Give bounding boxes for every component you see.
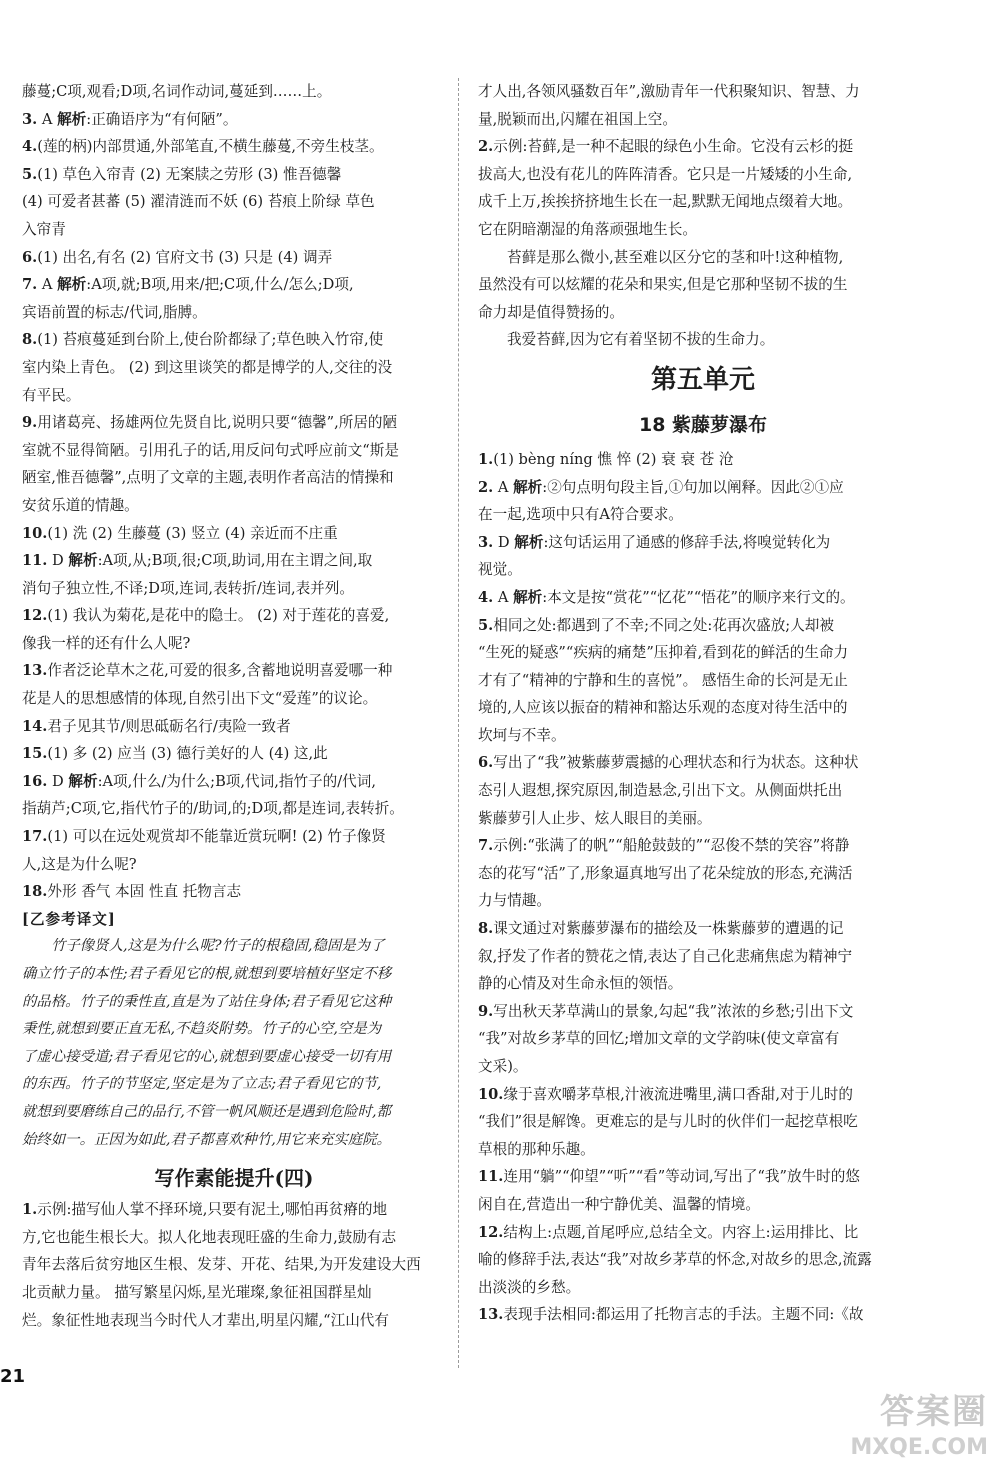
item-number: 7. [478, 837, 494, 855]
text-line [22, 1307, 446, 1335]
item-number: 13. [478, 1306, 504, 1324]
line-text: 喻的修辞手法,表达“我”对故乡茅草的怀念,对故乡的思念,流露 [478, 1251, 872, 1269]
watermark-url: MXQE.COM [850, 1435, 988, 1460]
answer-item [22, 657, 446, 685]
line-text: 确立竹子的本性;君子看见它的根,就想到要培植好坚定不移 [22, 966, 392, 982]
answer-item [22, 713, 446, 741]
answer-item [22, 823, 446, 851]
line-text: 指葫芦;C项,它,指代竹子的/助词,的;D项,都是连词,表转折。 [22, 800, 404, 818]
item-number: 16. [22, 772, 48, 790]
text-line [478, 1025, 928, 1053]
answer-item [22, 271, 446, 299]
line-text: 藤蔓;C项,观看;D项,名词作动词,蔓延到……上。 [22, 83, 332, 100]
text-line [22, 299, 446, 327]
translation-line [22, 933, 446, 961]
line-text-cont: :这句话运用了通感的修辞手法,将嗅觉转化为 [543, 533, 831, 551]
text-line [478, 970, 928, 998]
line-text: 文采)。 [478, 1058, 528, 1075]
answer-item [478, 1081, 928, 1109]
line-text: A [37, 276, 58, 294]
text-line [478, 244, 928, 272]
line-text: “我们”很是解馋。更难忘的是与儿时的伙伴们一起挖草根吃 [478, 1113, 858, 1131]
line-text: 示例:苔藓,是一种不起眼的绿色小生命。它没有云杉的挺 [493, 138, 854, 156]
answer-item [22, 740, 446, 768]
line-text: 写出了“我”被紫藤萝震撼的心理状态和行为状态。这种状 [493, 754, 859, 772]
line-text: (1) 苔痕蔓延到台阶上,使台阶都绿了;草色映入竹帘,使 [37, 331, 384, 349]
line-text: 连用“躺”“仰望”“听”“看”等动词,写出了“我”放牛时的悠 [503, 1168, 860, 1186]
line-text: 竹子像贤人,这是为什么呢?竹子的根稳固,稳固是为了 [51, 938, 385, 955]
line-text: 示例:“张满了的帆”“船舱鼓鼓的”“忍俊不禁的笑容”将静 [493, 837, 850, 855]
line-text: 了虚心接受道;君子看见它的心,就想到要虚心接受一切有用 [22, 1048, 392, 1065]
text-line [22, 1251, 446, 1279]
line-text: 人,这是为什么呢? [22, 855, 137, 873]
text-line [478, 860, 928, 888]
text-line [478, 805, 928, 833]
line-text: (1) 我认为菊花,是花中的隐士。 (2) 对于莲花的喜爱, [47, 607, 390, 625]
text-line [478, 1053, 928, 1081]
line-text: 成千上万,挨挨挤挤地生长在一起,默默无闻地点缀着大地。 [478, 193, 853, 211]
item-number: 15. [22, 745, 48, 763]
translation-line [22, 1099, 446, 1127]
page-number: 21 [0, 1366, 26, 1387]
answer-item [478, 1163, 928, 1191]
line-text: 命力却是值得赞扬的。 [478, 303, 624, 321]
line-text: 花是人的思想感情的体现,自然引出下文“爱莲”的议论。 [22, 690, 378, 708]
line-text: 方,它也能生根长大。拟人化地表现旺盛的生命力,鼓励有志 [22, 1228, 397, 1246]
line-text: “生死的疑惑”“疾病的痛楚”压抑着,看到花的鲜活的生命力 [478, 644, 849, 662]
line-text: 相同之处:都遇到了不幸;不同之处:花再次盛放;人却被 [493, 616, 834, 634]
translation-label [22, 906, 446, 934]
text-line [22, 851, 446, 879]
analysis-tag: 解析 [513, 588, 543, 606]
line-text: 用诸葛亮、扬雄两位先贤自比,说明只要“德馨”,所居的陋 [37, 414, 398, 432]
answer-item [22, 1196, 446, 1224]
line-text: 出淡淡的乡愁。 [478, 1278, 581, 1296]
translation-line [22, 961, 446, 989]
line-text: (1) 可以在远处观赏却不能靠近赏玩啊! (2) 竹子像贤 [47, 828, 386, 846]
line-text-cont: :A项,什么/为什么;B项,代词,指竹子的/代词, [97, 772, 376, 790]
text-line [478, 106, 928, 134]
answer-item [478, 915, 928, 943]
line-text: 室内染上青色。 (2) 到这里谈笑的都是博学的人,交往的没 [22, 358, 393, 376]
line-text: “我”对故乡茅草的回忆;增加文章的文学韵味(使文章富有 [478, 1030, 840, 1048]
line-text: A [493, 588, 514, 606]
line-text-cont: :正确语序为“有何陋”。 [86, 110, 238, 128]
line-text: 紫藤萝引人止步、炫人眼目的美丽。 [478, 809, 712, 827]
line-text: 烂。象征性地表现当今时代人才辈出,明星闪耀,“江山代有 [22, 1311, 389, 1329]
item-number: 11. [22, 552, 48, 570]
line-text: 才人出,各领风骚数百年”,激励青年一代积聚知识、智慧、力 [478, 83, 860, 100]
item-number: 9. [22, 414, 38, 432]
text-line [478, 556, 928, 584]
analysis-tag: 解析 [513, 478, 543, 496]
answer-item [478, 612, 928, 640]
line-text: 像我一样的还有什么人呢? [22, 634, 191, 652]
text-line [22, 575, 446, 603]
text-line [478, 216, 928, 244]
analysis-tag: 解析 [68, 552, 98, 570]
line-text: 始终如一。正因为如此,君子都喜欢种竹,用它来充实庭院。 [22, 1131, 391, 1148]
answer-item [22, 161, 446, 189]
text-line [478, 639, 928, 667]
item-number: 7. [22, 276, 38, 294]
translation-line [22, 989, 446, 1017]
text-line [478, 943, 928, 971]
answer-item [478, 529, 928, 557]
line-text: D [493, 533, 515, 551]
line-text: (莲的柄)内部贯通,外部笔直,不横生藤蔓,不旁生枝茎。 [37, 138, 384, 156]
item-number: 3. [478, 533, 494, 551]
text-line [22, 492, 446, 520]
line-text: 示例:描写仙人掌不择环境,只要有泥土,哪怕再贫瘠的地 [37, 1201, 388, 1219]
line-text: (1) 草色入帘青 (2) 无案牍之劳形 (3) 惟吾德馨 [37, 165, 342, 183]
text-line [478, 1246, 928, 1274]
text-line [22, 685, 446, 713]
line-text: (1) 出名,有名 (2) 官府文书 (3) 只是 (4) 调弄 [37, 248, 333, 266]
text-line [22, 464, 446, 492]
text-line [22, 354, 446, 382]
line-text: 青年去落后贫穷地区生根、发芽、开花、结果,为开发建设大西 [22, 1256, 421, 1274]
answer-item [478, 446, 928, 474]
line-text: 北贡献力量。 描写繁星闪烁,星光璀璨,象征祖国群星灿 [22, 1283, 372, 1301]
item-number: 8. [22, 331, 38, 349]
text-line [478, 667, 928, 695]
translation-line [22, 1016, 446, 1044]
text-line [22, 630, 446, 658]
line-text: 的品格。竹子的秉性直,直是为了站住身体;君子看见它这种 [22, 993, 392, 1010]
line-text: 它在阴暗潮湿的角落顽强地生长。 [478, 220, 697, 238]
text-line [22, 1224, 446, 1252]
item-number: 13. [22, 662, 48, 680]
line-text: 结构上:点题,首尾呼应,总结全文。内容上:运用排比、比 [503, 1223, 859, 1241]
line-text: 拔高大,也没有花儿的阵阵清香。它只是一片矮矮的小生命, [478, 165, 853, 183]
text-line [22, 382, 446, 410]
line-text-cont: :②句点明句段主旨,①句加以阐释。因此②①应 [542, 478, 844, 496]
line-text-cont: :本文是按“赏花”“忆花”“悟花”的顺序来行文的。 [542, 588, 855, 606]
text-line [478, 1191, 928, 1219]
text-line [22, 188, 446, 216]
line-text: 表现手法相同:都运用了托物言志的手法。主题不同:《故 [503, 1306, 864, 1324]
text-line [22, 437, 446, 465]
answer-item [22, 326, 446, 354]
answer-item [22, 547, 446, 575]
text-line [478, 271, 928, 299]
translation-line [22, 1044, 446, 1072]
text-line [478, 188, 928, 216]
unit-heading: 第五单元 [650, 364, 755, 395]
line-text: 闲自在,营造出一种宁静优美、温馨的情境。 [478, 1195, 760, 1213]
line-text: 态引人遐想,探究原因,制造悬念,引出下文。从侧面烘托出 [478, 782, 843, 800]
line-text: 苔藓是那么微小,甚至难以区分它的茎和叶!这种植物, [507, 248, 844, 266]
line-text: 有平民。 [22, 386, 81, 404]
line-text-cont: :A项,从;B项,很;C项,助词,用在主谓之间,取 [97, 552, 373, 570]
text-line [478, 299, 928, 327]
item-number: 14. [22, 717, 48, 735]
line-text: 在一起,选项中只有A符合要求。 [478, 506, 683, 524]
line-text: 宾语前置的标志/代词,脂膊。 [22, 303, 207, 321]
text-line [478, 887, 928, 915]
item-number: 17. [22, 828, 48, 846]
text-line [22, 795, 446, 823]
answer-item [22, 602, 446, 630]
answer-item [478, 998, 928, 1026]
line-text-cont: :A项,就;B项,用来/把;C项,什么/怎么;D项, [86, 276, 354, 294]
answer-item [22, 244, 446, 272]
answer-item [478, 133, 928, 161]
item-number: 4. [478, 588, 494, 606]
item-number: 2. [478, 478, 494, 496]
text-line [478, 1274, 928, 1302]
line-text: A [37, 110, 58, 128]
translation-line [22, 1127, 446, 1155]
item-number: 8. [478, 920, 494, 938]
answer-item [478, 474, 928, 502]
item-number: 12. [478, 1223, 504, 1241]
text-line [478, 326, 928, 354]
analysis-tag: 解析 [57, 110, 87, 128]
watermark-logo [798, 1384, 988, 1468]
text-line [478, 722, 928, 750]
line-text: 草根的那种乐趣。 [478, 1140, 595, 1158]
line-text: 叙,抒发了作者的赞花之情,表达了自己化悲痛焦虑为精神宁 [478, 947, 853, 965]
item-number: 1. [22, 1201, 38, 1219]
item-number: 12. [22, 607, 48, 625]
line-text: 室就不显得简陋。引用孔子的话,用反问句式呼应前文“斯是 [22, 441, 399, 459]
text-line [22, 1279, 446, 1307]
line-text: 的东西。竹子的节坚定,坚定是为了立志;君子看见它的节, [22, 1076, 382, 1093]
answer-item [478, 832, 928, 860]
text-line [478, 777, 928, 805]
watermark-text: 答案圈 [880, 1392, 988, 1432]
analysis-tag: 解析 [57, 276, 87, 294]
item-number: 1. [478, 450, 494, 468]
answer-item [478, 1301, 928, 1329]
translation-label-text: [乙参考译文] [22, 910, 116, 928]
item-number: 10. [478, 1085, 504, 1103]
line-text: 秉性,就想到要正直无私,不趋炎附势。竹子的心空,空是为 [22, 1021, 382, 1038]
line-text: 视觉。 [478, 561, 522, 579]
translation-line [22, 1071, 446, 1099]
right-column [478, 78, 928, 1329]
lesson-title: 18 紫藤萝瀑布 [638, 413, 768, 436]
line-text: 才有了“精神的宁静和生的喜悦”。 感悟生命的长河是无止 [478, 671, 848, 689]
line-text: 力与情趣。 [478, 892, 551, 910]
line-text: (1) bèng níng 憔 悴 (2) 衰 衰 苍 沧 [493, 450, 734, 468]
text-line [478, 161, 928, 189]
text-line [478, 501, 928, 529]
line-text: A [493, 478, 514, 496]
answer-item [478, 584, 928, 612]
line-text: 消句子独立性,不译;D项,连词,表转折/连词,表并列。 [22, 579, 354, 597]
line-text: 写出秋天茅草满山的景象,勾起“我”浓浓的乡愁;引出下文 [493, 1002, 854, 1020]
line-text: 课文通过对紫藤萝瀑布的描绘及一株紫藤萝的遭遇的记 [493, 920, 844, 938]
analysis-tag: 解析 [514, 533, 544, 551]
item-number: 4. [22, 138, 38, 156]
item-number: 5. [22, 165, 38, 183]
text-line [22, 78, 446, 106]
text-line [478, 1136, 928, 1164]
line-text: 虽然没有可以炫耀的花朵和果实,但是它那种坚韧不拔的生 [478, 276, 848, 294]
item-number: 10. [22, 524, 48, 542]
text-line [478, 694, 928, 722]
line-text: D [47, 772, 69, 790]
column-divider [458, 78, 459, 1368]
line-text: D [47, 552, 69, 570]
answer-item [478, 1219, 928, 1247]
item-number: 11. [478, 1168, 504, 1186]
answer-item [22, 106, 446, 134]
answer-item [22, 133, 446, 161]
line-text: 量,脱颖而出,闪耀在祖国上空。 [478, 110, 677, 128]
item-number: 3. [22, 110, 38, 128]
item-number: 2. [478, 138, 494, 156]
line-text: 静的心情及对生命永恒的领悟。 [478, 975, 683, 993]
line-text: 陋室,惟吾德馨”,点明了文章的主题,表明作者高洁的情操和 [22, 469, 394, 487]
line-text: 入帘青 [22, 220, 66, 238]
line-text: (1) 洗 (2) 生藤蔓 (3) 竖立 (4) 亲近而不庄重 [47, 524, 338, 542]
analysis-tag: 解析 [68, 772, 98, 790]
text-line [478, 78, 928, 106]
answer-item [22, 409, 446, 437]
line-text: 作者泛论草木之花,可爱的很多,含蓄地说明喜爱哪一种 [47, 662, 393, 680]
line-text: 我爱苔藓,因为它有着坚韧不拔的生命力。 [507, 331, 775, 349]
line-text: 外形 香气 本固 性直 托物言志 [47, 883, 242, 901]
left-column [22, 78, 446, 1334]
item-number: 6. [22, 248, 38, 266]
line-text: (4) 可爱者甚蕃 (5) 濯清涟而不妖 (6) 苔痕上阶绿 草色 [22, 193, 375, 211]
item-number: 6. [478, 754, 494, 772]
answer-item [22, 768, 446, 796]
item-number: 5. [478, 616, 494, 634]
item-number: 9. [478, 1002, 494, 1020]
section-heading: 写作素能提升(四) [154, 1166, 314, 1191]
answer-item [22, 520, 446, 548]
line-text: (1) 多 (2) 应当 (3) 德行美好的人 (4) 这,此 [47, 745, 328, 763]
line-text: 君子见其节/则思砥砺名行/夷险一致者 [47, 717, 291, 735]
text-line [22, 216, 446, 244]
item-number: 18. [22, 883, 48, 901]
line-text: 境的,人应该以振奋的精神和豁达乐观的态度对待生活中的 [478, 699, 848, 717]
answer-item [478, 749, 928, 777]
text-line [478, 1108, 928, 1136]
line-text: 安贫乐道的情趣。 [22, 496, 139, 514]
line-text: 缘于喜欢嚼茅草根,汁液流进嘴里,满口香甜,对于儿时的 [503, 1085, 853, 1103]
line-text: 态的花写“活”了,形象逼真地写出了花朵绽放的形态,充满活 [478, 864, 853, 882]
answer-item [22, 878, 446, 906]
line-text: 坎坷与不幸。 [478, 726, 566, 744]
line-text: 就想到要磨练自己的品行,不管一帆风顺还是遇到危险时,都 [22, 1103, 391, 1120]
